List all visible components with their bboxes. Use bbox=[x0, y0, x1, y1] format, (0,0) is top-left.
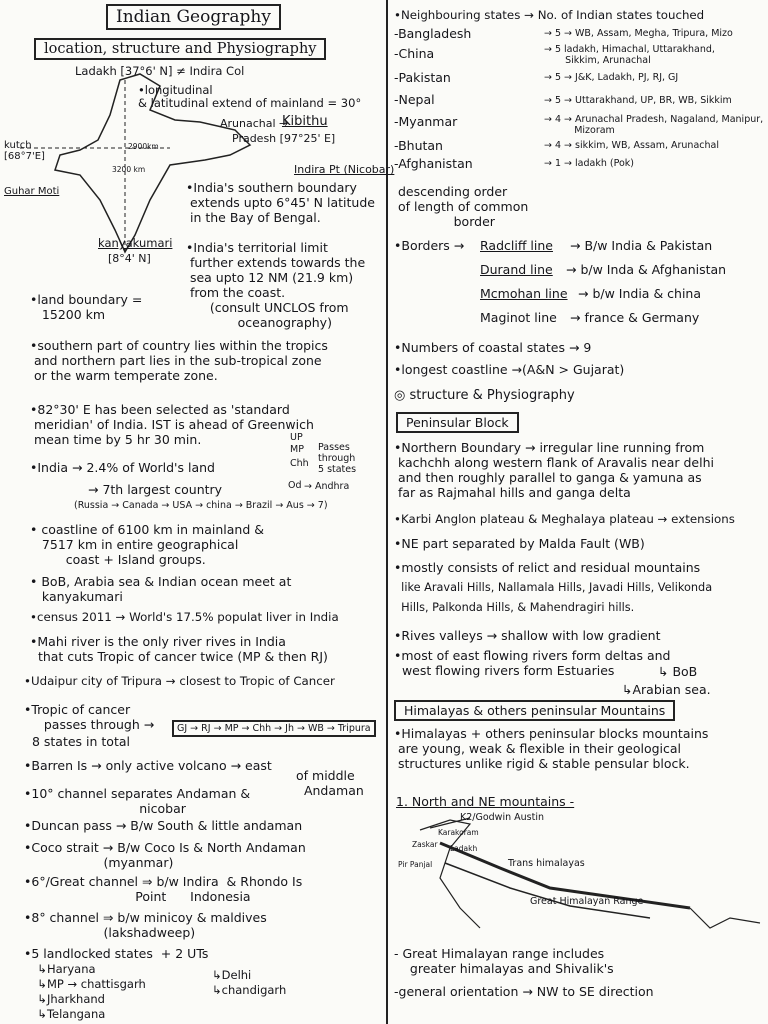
k2-label: K2/Godwin Austin bbox=[460, 812, 544, 823]
pradesh-label: Pradesh [97°25' E] bbox=[232, 132, 336, 145]
border-line-desc: → B/w India & Pakistan bbox=[570, 238, 713, 253]
ladakh-label: Ladakh [37°6' N] ≠ Indira Col bbox=[75, 64, 245, 78]
udaipur-note: •Udaipur city of Tripura → closest to Tropic of Cancer bbox=[24, 674, 335, 688]
border-line-desc: → b/w Inda & Afghanistan bbox=[566, 262, 727, 277]
andhra-label: → Andhra bbox=[304, 481, 350, 492]
northern-boundary-note: •Northern Boundary → irregular line running from kachchh along western flank of Aravalis near delhi and then roughly parallel to ganga & yamuna as far as Rajmahal hills and ganga delta bbox=[394, 440, 714, 500]
mahi-note: •Mahi river is the only river rives in India that cuts Tropic of cancer twice (MP & then RJ) bbox=[30, 634, 328, 664]
countries-order: (Russia → Canada → USA → china → Brazil → Aus → 7) bbox=[74, 500, 328, 511]
flowing-rivers-note: •most of east flowing rivers form deltas and west flowing rivers form Estuaries bbox=[394, 648, 671, 678]
barren-island-note: •Barren Is → only active volcano → east bbox=[24, 758, 272, 773]
river-valleys-note: •Rives valleys → shallow with low gradient bbox=[394, 628, 661, 643]
descending-order-note: descending order of length of common border bbox=[398, 184, 529, 229]
lesser-himalaya-ridge bbox=[445, 863, 650, 918]
neighbour-states: → 4 → Arunachal Pradesh, Nagaland, Manipur, Mizoram bbox=[544, 114, 764, 136]
meridian-state-4: Od bbox=[288, 480, 302, 491]
neighbour-name: -Bhutan bbox=[394, 138, 443, 153]
peninsular-block-heading: Peninsular Block bbox=[396, 412, 519, 433]
neighbour-states: → 5 ladakh, Himachal, Uttarakhand, Sikkim, Arunachal bbox=[544, 44, 715, 66]
neighbour-states: → 1 → ladakh (Pok) bbox=[544, 158, 634, 169]
bob-label: ↳ BoB bbox=[658, 664, 698, 679]
passes-note: Passes through 5 states bbox=[318, 442, 357, 475]
longest-coastline-note: •longest coastline →(A&N > Gujarat) bbox=[394, 362, 625, 377]
kanyakumari-coord: [8°4' N] bbox=[108, 252, 151, 265]
ladakh-range-label: Ladakh bbox=[450, 844, 478, 853]
kibithu-label: Kibithu bbox=[282, 114, 328, 129]
border-line-name: Radcliff line bbox=[480, 238, 553, 253]
orientation-note: -general orientation → NW to SE direction bbox=[394, 984, 654, 999]
hills-list: like Aravali Hills, Nallamala Hills, Javadi Hills, Velikonda Hills, Palkonda Hills, & Mahendragiri hills. bbox=[401, 581, 713, 614]
landlocked-ut-list: ↳Delhi ↳chandigarh bbox=[212, 968, 287, 997]
arunachal-label: Arunachal → bbox=[220, 117, 289, 130]
neighbour-states: → 5 → J&K, Ladakh, PJ, RJ, GJ bbox=[544, 72, 679, 83]
meridian-state-2: MP bbox=[290, 444, 304, 455]
eight-states-note: 8 states in total bbox=[24, 734, 130, 749]
great-himalayan-range-label: Great Himalayan Range bbox=[530, 896, 644, 907]
neighbour-states: → 5 → WB, Assam, Megha, Tripura, Mizo bbox=[544, 28, 733, 39]
meridian-note: •82°30' E has been selected as 'standard meridian' of India. IST is ahead of Greenwich mean time by 5 hr 30 min. bbox=[30, 402, 314, 447]
border-line-desc: → france & Germany bbox=[570, 310, 700, 325]
middle-andaman-label: of middle Andaman bbox=[296, 768, 364, 798]
zaskar-label: Zaskar bbox=[412, 840, 438, 849]
seventh-largest-note: → 7th largest country bbox=[88, 482, 223, 497]
ne-part-note: •NE part separated by Malda Fault (WB) bbox=[394, 536, 645, 551]
neighbour-states: → 5 → Uttarakhand, UP, BR, WB, Sikkim bbox=[544, 95, 732, 106]
neighbour-name: -Pakistan bbox=[394, 70, 451, 85]
territorial-limit-note: •India's territorial limit further extends towards the sea upto 12 NM (21.9 km) from the coast. (consult UNCLOS from oceanography) bbox=[186, 240, 366, 330]
tropics-note: •southern part of country lies within the tropics and northern part lies in the sub-tropical zone or the warm temperate zone. bbox=[30, 338, 328, 383]
coastline-note: • coastline of 6100 km in mainland & 7517 km in entire geographical coast + Island groups. bbox=[30, 522, 264, 567]
india-land-note: •India → 2.4% of World's land bbox=[30, 460, 215, 475]
himalaya-heading: Himalayas & others peninsular Mountains bbox=[394, 700, 675, 721]
neighbour-states: → 4 → sikkim, WB, Assam, Arunachal bbox=[544, 140, 719, 151]
page-title: Indian Geography bbox=[106, 4, 281, 30]
neighbour-name: -China bbox=[394, 46, 435, 61]
landlocked-note: •5 landlocked states + 2 UTs bbox=[24, 946, 209, 961]
coco-strait-note: •Coco strait → B/w Coco Is & North Andaman (myanmar) bbox=[24, 840, 306, 870]
southern-boundary-note: •India's southern boundary extends upto 6°45' N latitude in the Bay of Bengal. bbox=[186, 180, 375, 225]
tropic-states-box: GJ → RJ → MP → Chh → Jh → WB → Tripura bbox=[172, 720, 376, 737]
kutch-label: kutch [68°7'E] bbox=[4, 140, 45, 162]
karbi-plateau-note: •Karbi Anglon plateau & Meghalaya plateau → extensions bbox=[394, 512, 735, 526]
right-column bbox=[390, 0, 768, 1024]
border-line-name: Mcmohan line bbox=[480, 286, 568, 301]
karakoram-label: Karakoram bbox=[438, 828, 479, 837]
sketch-outline-right bbox=[690, 908, 760, 928]
landlocked-states-list: ↳Haryana ↳MP → chattisgarh ↳Jharkhand ↳Telangana bbox=[37, 962, 146, 1021]
indira-point-label: Indira Pt (Nicobar) bbox=[294, 163, 395, 176]
land-boundary-note: •land boundary = 15200 km bbox=[30, 292, 143, 322]
border-line-name: Maginot line bbox=[480, 310, 557, 325]
census-note: •census 2011 → World's 17.5% populat liver in India bbox=[30, 610, 339, 624]
meridian-state-3: Chh bbox=[290, 458, 309, 469]
meridian-state-1: UP bbox=[290, 432, 303, 443]
bob-note: • BoB, Arabia sea & Indian ocean meet at kanyakumari bbox=[30, 574, 292, 604]
border-line-name: Durand line bbox=[480, 262, 553, 277]
pir-panjal-label: Pir Panjal bbox=[398, 860, 433, 869]
neighbour-name: -Afghanistan bbox=[394, 156, 473, 171]
trans-himalayas-label: Trans himalayas bbox=[508, 858, 585, 869]
neighbour-name: -Myanmar bbox=[394, 114, 458, 129]
six-degree-channel-note: •6°/Great channel ⇒ b/w Indira & Rhondo Is Point Indonesia bbox=[24, 874, 303, 904]
width-label: 2900km bbox=[128, 142, 159, 151]
border-line-desc: → b/w India & china bbox=[578, 286, 702, 301]
length-label: 3200 km bbox=[112, 165, 146, 174]
borders-label: •Borders → bbox=[394, 238, 465, 253]
himalaya-note: •Himalayas + others peninsular blocks mountains are young, weak & flexible in their geological structures unlike rigid & stable pensular block. bbox=[394, 726, 709, 771]
lat-long-label: •longitudinal & latitudinal extend of mainland = 30° bbox=[138, 83, 362, 110]
guhar-moti-label: Guhar Moti bbox=[4, 186, 60, 197]
eight-degree-channel-note: •8° channel ⇒ b/w minicoy & maldives (lakshadweep) bbox=[24, 910, 267, 940]
north-ne-mountains-heading: 1. North and NE mountains - bbox=[396, 794, 575, 809]
column-divider bbox=[386, 0, 388, 1024]
mostly-consists-note: •mostly consists of relict and residual mountains bbox=[394, 560, 701, 575]
section-heading: location, structure and Physiography bbox=[34, 38, 326, 60]
tropic-of-cancer-note: •Tropic of cancer passes through → bbox=[24, 702, 155, 732]
duncan-pass-note: •Duncan pass → B/w South & little andaman bbox=[24, 818, 303, 833]
neighbour-name: -Bangladesh bbox=[394, 26, 472, 41]
great-range-note: - Great Himalayan range includes greater himalayas and Shivalik's bbox=[394, 946, 614, 976]
coastal-states-note: •Numbers of coastal states → 9 bbox=[394, 340, 592, 355]
ten-degree-channel-note: •10° channel separates Andaman & nicobar bbox=[24, 786, 251, 816]
neighbours-header: •Neighbouring states → No. of Indian states touched bbox=[394, 8, 705, 22]
neighbour-name: -Nepal bbox=[394, 92, 435, 107]
arabian-sea-label: ↳Arabian sea. bbox=[622, 682, 711, 697]
kanyakumari-label: kanyakumari bbox=[98, 236, 173, 250]
structure-heading: ◎ structure & Physiography bbox=[394, 388, 575, 403]
